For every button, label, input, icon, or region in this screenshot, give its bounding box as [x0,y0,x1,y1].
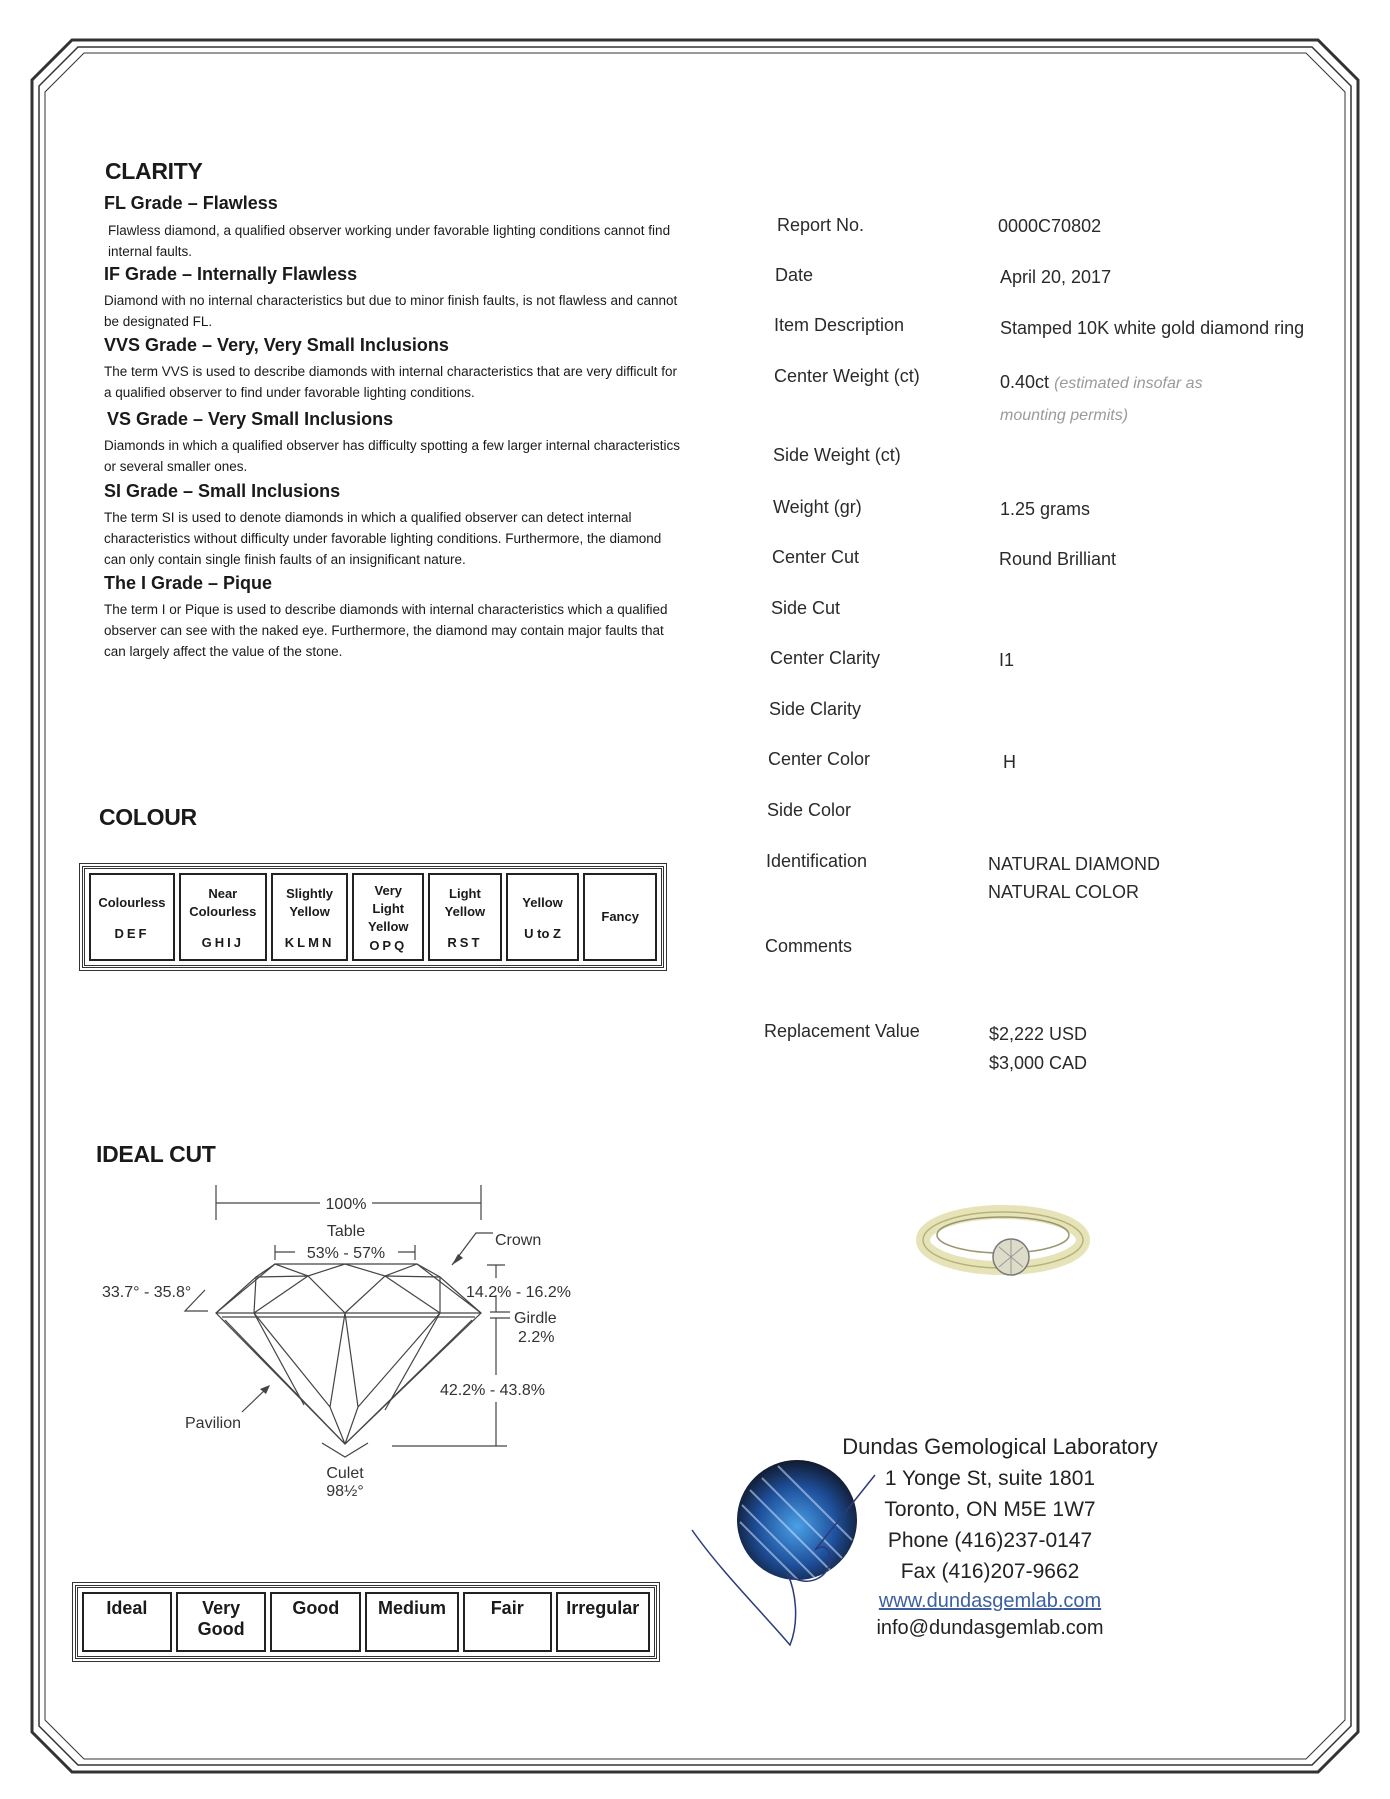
colour-cell: Near Colourless GHIJ [179,873,267,961]
report-label: Center Color [768,749,871,769]
report-value: April 20, 2017 [1000,267,1112,287]
cut-grade-table [75,1585,657,1659]
girdle-label: Girdle [514,1310,557,1327]
crown-arrow-icon [452,1254,463,1265]
lab-email: info@dundasgemlab.com [876,1617,1104,1639]
report-label: Weight (gr) [773,497,862,517]
pavilion-label: Pavilion [185,1415,242,1432]
colour-scale-table [82,866,664,968]
cut-grade-cell: Irregular [556,1592,650,1652]
report-label: Item Description [774,315,905,335]
diamond-outline [216,1264,481,1444]
report-value: NATURAL COLOR [988,882,1140,902]
report-value: 0.40ct (estimated insofar as mounting permits) [1000,372,1203,424]
report-label: Replacement Value [764,1021,920,1041]
report-label: Comments [765,936,853,956]
report-label: Identification [766,851,868,871]
lab-phone: Phone (416)237-0147 [887,1529,1093,1552]
lab-address-line2: Toronto, ON M5E 1W7 [884,1498,1096,1521]
lab-address-line1: 1 Yonge St, suite 1801 [884,1467,1096,1490]
report-value: $3,000 CAD [989,1053,1088,1073]
table-label: Table [326,1223,366,1240]
clarity-title: CLARITY [105,158,203,184]
report-label: Report No. [777,215,865,235]
weight-note: (estimated insofar as mounting permits) [1000,375,1203,424]
crown-angle-label: 33.7° - 35.8° [102,1284,192,1301]
grade-heading: FL Grade – Flawless [104,193,278,213]
colour-cell: Light Yellow RST [428,873,502,961]
cut-grade-cell: Good [270,1592,361,1652]
report-value: Round Brilliant [999,549,1117,569]
colour-cell: Yellow U to Z [506,873,580,961]
cut-grade-cell: Fair [463,1592,552,1652]
report-label: Side Clarity [769,699,862,719]
grade-heading: VVS Grade – Very, Very Small Inclusions [104,335,449,355]
culet-label: Culet [326,1465,364,1482]
cut-grade-cell: Ideal [82,1592,172,1652]
report-value: 1.25 grams [1000,499,1091,519]
report-label: Date [775,265,814,285]
grade-text: Flawless diamond, a qualified observer working under favorable lighting conditions cannot find internal faults. [108,223,671,259]
colour-cell: Very Light Yellow OPQ [352,873,424,961]
grade-heading: VS Grade – Very Small Inclusions [107,409,394,429]
colour-cell: Colourless DEF [89,873,175,961]
grade-text: The term I or Pique is used to describe diamonds with internal characteristics which a qualified observer can see with the naked eye. Furthermore, the diamond may contain major faults that can largely affect the value of the stone. [104,602,668,659]
cut-grade-cell: Medium [365,1592,459,1652]
grade-heading: SI Grade – Small Inclusions [104,481,341,501]
crown-height-label: 14.2% - 16.2% [466,1284,571,1301]
grade-heading: IF Grade – Internally Flawless [104,264,358,284]
lab-website-link[interactable]: www.dundasgemlab.com [878,1590,1102,1612]
lab-fax: Fax (416)207-9662 [900,1560,1080,1583]
report-label: Side Color [767,800,852,820]
total-width-label: 100% [325,1196,367,1213]
table-range-label: 53% - 57% [306,1245,386,1262]
grade-heading: The I Grade – Pique [104,573,273,593]
culet-angle-label: 98½° [326,1483,364,1500]
report-label: Side Cut [771,598,841,618]
grade-text: Diamonds in which a qualified observer has difficulty spotting a few larger internal characteristics or several smaller ones. [104,438,681,474]
report-label: Center Clarity [770,648,881,668]
ring-photo [915,1195,1095,1295]
report-value: H [1003,752,1016,772]
girdle-value-label: 2.2% [518,1329,555,1346]
ideal-cut-title: IDEAL CUT [96,1141,216,1167]
report-label: Center Cut [772,547,860,567]
report-value: $2,222 USD [989,1024,1088,1044]
report-value: NATURAL DIAMOND [988,854,1161,874]
crown-label: Crown [495,1232,542,1249]
colour-title: COLOUR [99,804,197,830]
grade-text: The term SI is used to denote diamonds in which a qualified observer can detect internal characteristics without difficulty under favorable lighting conditions. Furthermore, the diamond can only contain single finish faults of an insignificant nature. [104,510,662,567]
report-label: Side Weight (ct) [773,445,901,465]
colour-cell: Slightly Yellow KLMN [271,873,349,961]
cut-grade-cell: Very Good [176,1592,267,1652]
grade-text: The term VVS is used to describe diamonds with internal characteristics that are very difficult for a qualified observer to find under favorable lighting conditions. [104,364,677,400]
report-value: I1 [999,650,1015,670]
report-value: Stamped 10K white gold diamond ring [1000,318,1305,338]
diamond-proportions-diagram [80,1130,680,1510]
pavilion-depth-label: 42.2% - 43.8% [440,1382,545,1399]
grade-text: Diamond with no internal characteristics but due to minor finish faults, is not flawless and cannot be designated FL. [104,293,678,329]
lab-name: Dundas Gemological Laboratory [842,1434,1158,1459]
report-label: Center Weight (ct) [774,366,920,386]
colour-cell: Fancy [583,873,657,961]
report-value: 0000C70802 [998,216,1102,236]
